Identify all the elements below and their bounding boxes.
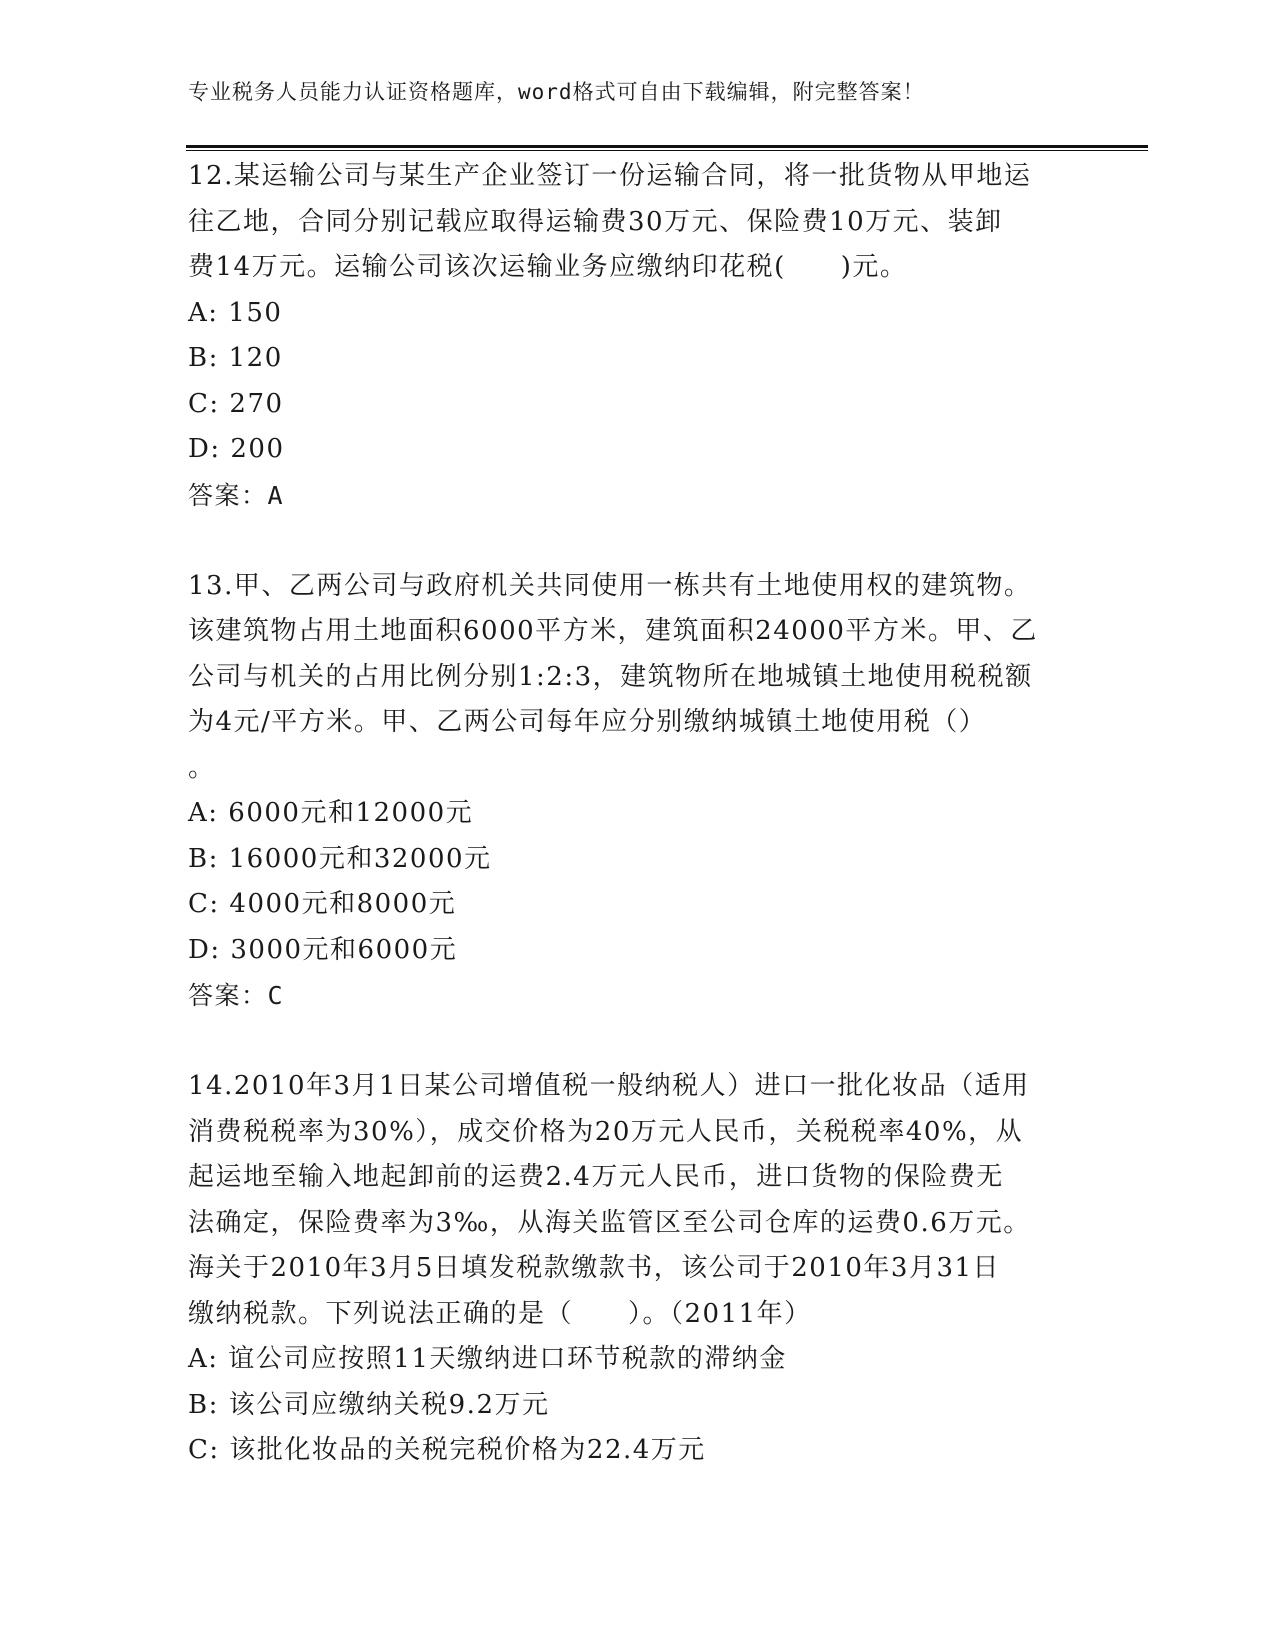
question-line: 费14万元。运输公司该次运输业务应缴纳印花税( )元。: [188, 252, 908, 282]
option-c: C: 270: [188, 388, 284, 419]
answer-label: 答案：A: [188, 480, 285, 510]
option-b: B: 16000元和32000元: [188, 843, 492, 874]
document-header: 专业税务人员能力认证资格题库，word格式可自由下载编辑，附完整答案！: [188, 80, 925, 104]
question-stem: [188, 564, 1088, 792]
question-stem: [188, 154, 1088, 291]
question-line: 法确定，保险费率为3‰，从海关监管区至公司仓库的运费0.6万元。: [188, 1207, 1031, 1238]
question-line: 13.甲、乙两公司与政府机关共同使用一栋共有土地使用权的建筑物。: [188, 570, 1032, 601]
question-list: [188, 154, 1088, 1474]
spacer: [188, 1019, 1088, 1065]
question-13: [188, 564, 1088, 1019]
question-line: 公司与机关的占用比例分别1:2:3，建筑物所在地城镇土地使用税税额: [188, 661, 1033, 692]
option-a: A: 谊公司应按照11天缴纳进口环节税款的滞纳金: [188, 1344, 787, 1374]
option-d: D: 3000元和6000元: [188, 934, 458, 965]
option-b: B: 该公司应缴纳关税9.2万元: [188, 1389, 550, 1420]
answer-label: 答案：C: [188, 981, 285, 1010]
spacer: [188, 518, 1088, 564]
question-line: 。: [188, 752, 216, 783]
question-stem: [188, 1064, 1088, 1337]
question-line: 缴纳税款。下列说法正确的是（ ）。（2011年）: [188, 1298, 812, 1329]
option-a: A: 6000元和12000元: [188, 798, 474, 828]
option-a: A: 150: [188, 297, 283, 328]
question-line: 起运地至输入地起卸前的运费2.4万元人民币，进口货物的保险费无: [188, 1162, 1004, 1192]
question-line: 海关于2010年3月5日填发税款缴款书，该公司于2010年3月31日: [188, 1253, 1001, 1283]
question-line: 为4元/平方米。甲、乙两公司每年应分别缴纳城镇土地使用税（）: [188, 707, 987, 737]
question-line: 14.2010年3月1日某公司增值税一般纳税人）进口一批化妆品（适用: [188, 1071, 1030, 1101]
question-line: 消费税税率为30%），成交价格为20万元人民币，关税税率40%，从: [188, 1116, 1024, 1147]
question-line: 该建筑物占用土地面积6000平方米，建筑面积24000平方米。甲、乙: [188, 616, 1038, 646]
option-b: B: 120: [188, 343, 283, 373]
option-c: C: 4000元和8000元: [188, 889, 457, 919]
question-line: 12.某运输公司与某生产企业签订一份运输合同，将一批货物从甲地运: [188, 161, 1032, 191]
header-rule-thin: [186, 150, 1148, 151]
header-rule-thick: [186, 145, 1148, 148]
question-line: 往乙地，合同分别记载应取得运输费30万元、保险费10万元、装卸: [188, 206, 1003, 237]
question-12: [188, 154, 1088, 518]
option-c: C: 该批化妆品的关税完税价格为22.4万元: [188, 1435, 706, 1465]
option-d: D: 200: [188, 434, 285, 464]
question-14: [188, 1064, 1088, 1474]
